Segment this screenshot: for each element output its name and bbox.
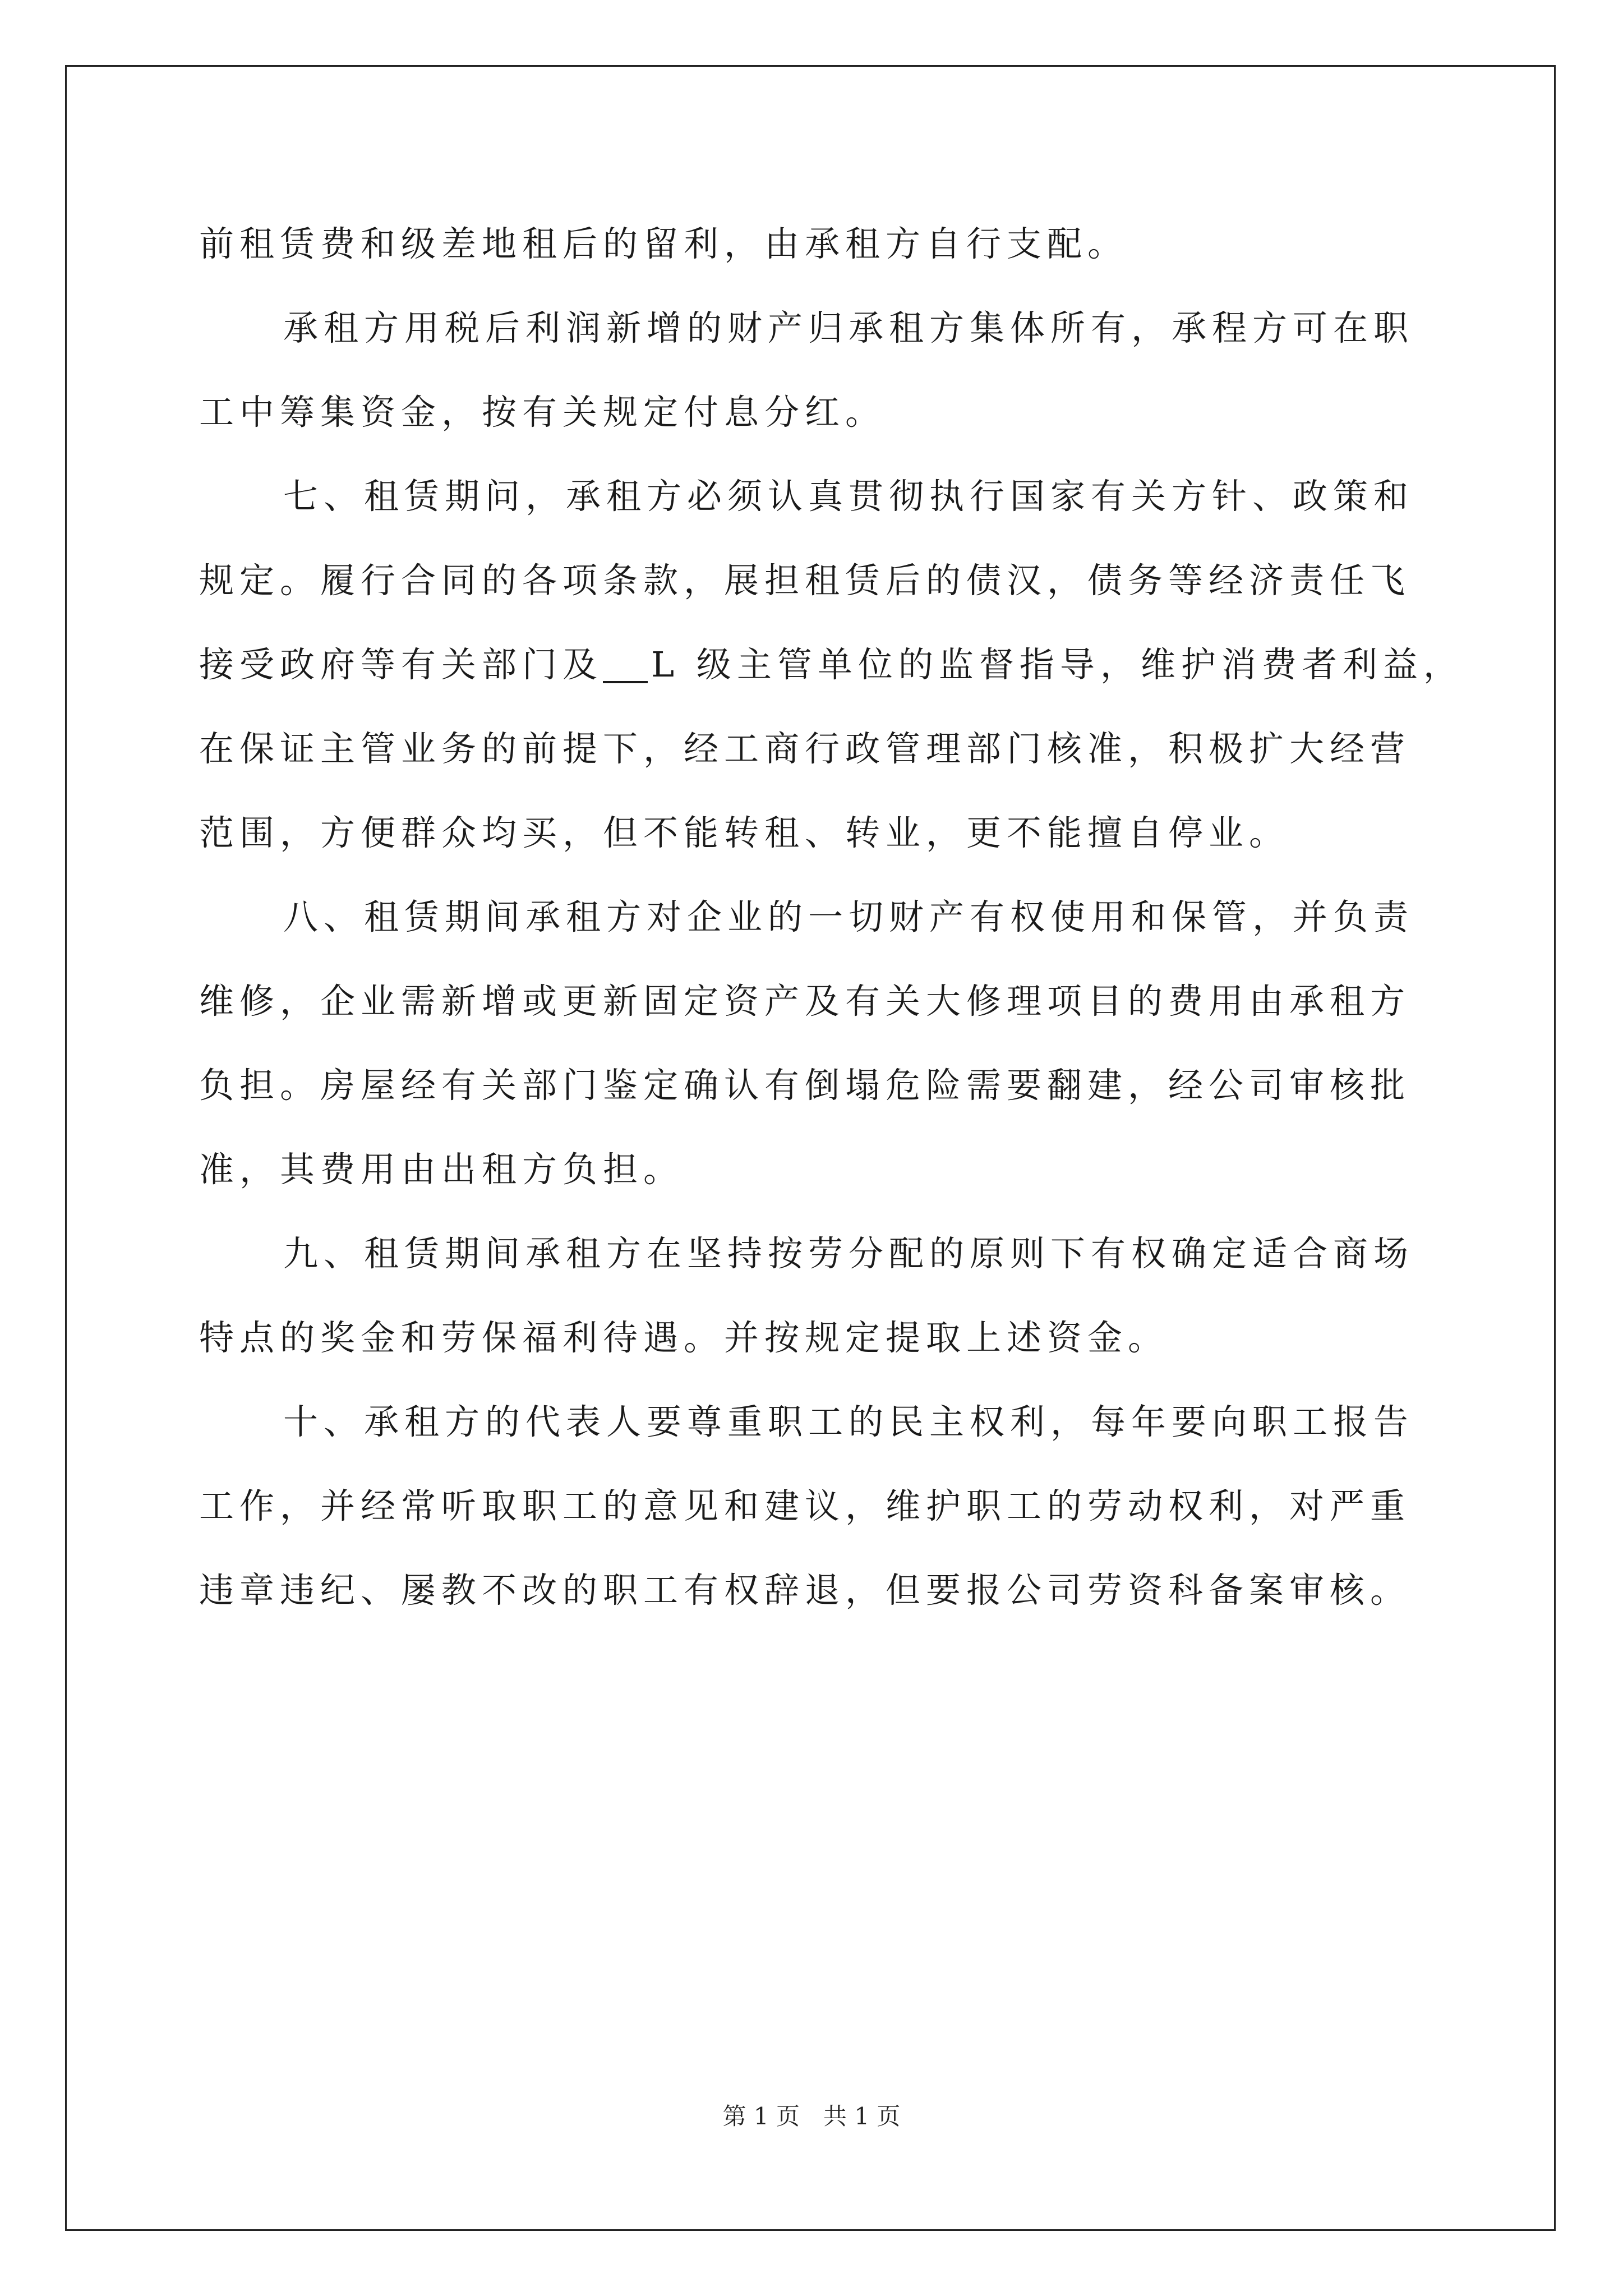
- text-line: 准，其费用由出租方负担。: [199, 1149, 684, 1190]
- text-line: 违章违纪、屡教不改的职工有权辞退，但要报公司劳资科备案审核。: [199, 1570, 1411, 1611]
- text-line: 七、租赁期问，承租方必须认真贯彻执行国家有关方针、政策和: [283, 476, 1414, 517]
- text-line: 维修，企业需新增或更新固定资产及有关大修理项目的费用由承租方: [199, 981, 1411, 1022]
- text-line-with-blank: [199, 623, 1464, 707]
- text-line: 八、租赁期间承租方对企业的一切财产有权使用和保管，并负责: [283, 896, 1414, 937]
- text-segment: 接受政府等有关部门及: [199, 644, 603, 685]
- text-line: 规定。履行合同的各项条款，展担租赁后的债汉，债务等经济责任飞: [199, 560, 1411, 601]
- text-line: 前租赁费和级差地租后的留利，由承租方自行支配。: [199, 223, 1128, 264]
- text-segment: L 级主管单位的监督指导，维护消费者利益，: [651, 644, 1464, 685]
- page-number-footer: 第 1 页 共 1 页: [722, 2102, 901, 2130]
- text-line: 工中筹集资金，按有关规定付息分红。: [199, 392, 886, 432]
- document-body: [199, 202, 1464, 1632]
- text-line: 十、承租方的代表人要尊重职工的民主权利，每年要向职工报告: [283, 1401, 1414, 1442]
- text-line: 负担。房屋经有关部门鉴定确认有倒塌危险需要翻建，经公司审核批: [199, 1065, 1411, 1106]
- text-line: 范围，方便群众均买，但不能转租、转业，更不能擅自停业。: [199, 812, 1290, 853]
- text-line: 在保证主管业务的前提下，经工商行政管理部门核准，积极扩大经营: [199, 728, 1411, 769]
- text-line: 特点的奖金和劳保福利待遇。并按规定提取上述资金。: [199, 1317, 1169, 1358]
- text-line: 工作，并经常听取职工的意见和建议，维护职工的劳动权利，对严重: [199, 1485, 1411, 1526]
- fill-in-blank: [603, 646, 648, 683]
- text-line: 承租方用税后利润新增的财产归承租方集体所有，承程方可在职: [283, 307, 1414, 348]
- text-line: 九、租赁期间承租方在坚持按劳分配的原则下有权确定适合商场: [283, 1233, 1414, 1274]
